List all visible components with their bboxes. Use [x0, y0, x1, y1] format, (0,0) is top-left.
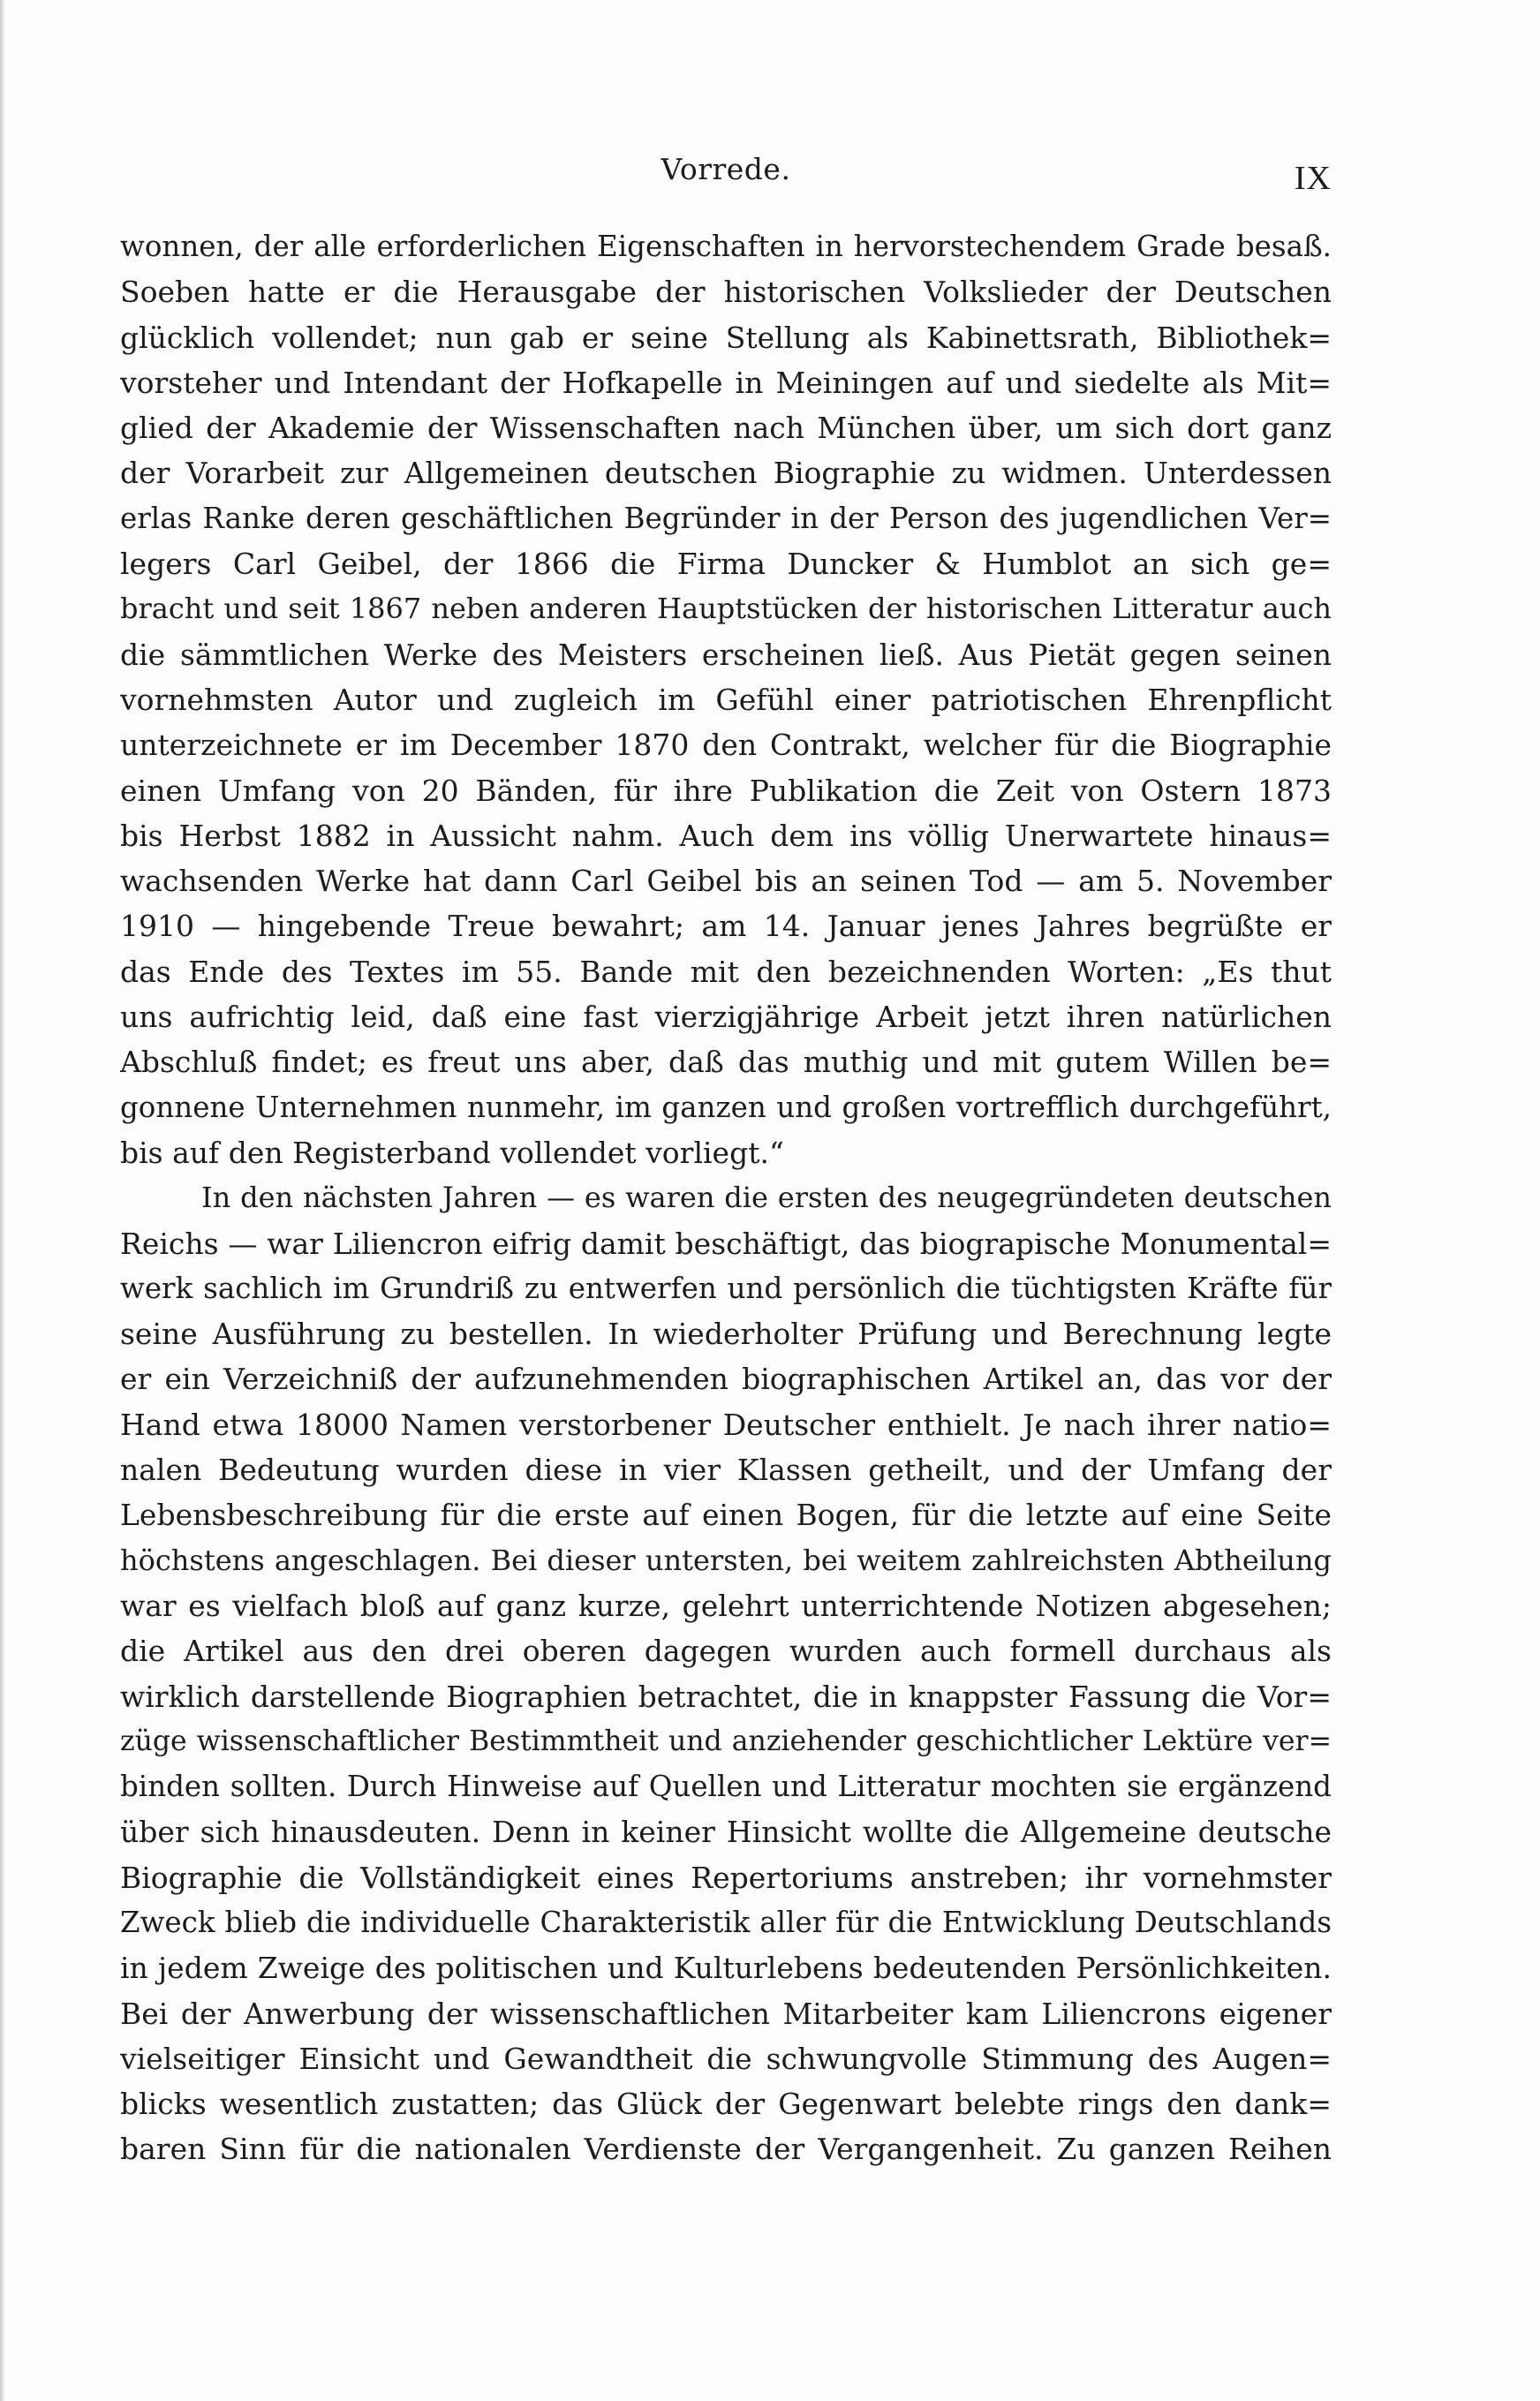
- text-line: wonnen, der alle erforderlichen Eigenschaften in hervorstechendem Grade besaß.: [120, 230, 1332, 263]
- text-line: erlas Ranke deren geschäftlichen Begründer in der Person des jugendlichen Ver=: [120, 501, 1332, 535]
- text-line: vornehmsten Autor und zugleich im Gefühl einer patriotischen Ehrenpflicht: [120, 682, 1332, 717]
- text-line: Bei der Anwerbung der wissenschaftlichen Mitarbeiter kam Liliencrons eigener: [120, 1996, 1332, 2031]
- text-line: die Artikel aus den drei oberen dagegen wurden auch formell durchaus als: [120, 1634, 1332, 1669]
- text-line: Abschluß findet; es freut uns aber, daß das muthig und mit gutem Willen be=: [120, 1045, 1332, 1080]
- text-line: der Vorarbeit zur Allgemeinen deutschen Biographie zu widmen. Unterdessen: [120, 456, 1332, 491]
- body-text: [120, 224, 1332, 2172]
- text-line: über sich hinausdeuten. Denn in keiner Hinsicht wollte die Allgemeine deutsche: [120, 1815, 1332, 1850]
- text-line: in jedem Zweige des politischen und Kulturlebens bedeutenden Persönlichkeiten.: [120, 1951, 1332, 1986]
- text-line: glied der Akademie der Wissenschaften nach München über, um sich dort ganz: [120, 411, 1332, 446]
- text-line: gonnene Unternehmen nunmehr, im ganzen und großen vortrefflich durchgeführt,: [120, 1090, 1332, 1124]
- text-line: bracht und seit 1867 neben anderen Hauptstücken der historischen Litteratur auch: [120, 592, 1332, 626]
- text-line: wirklich darstellende Biographien betrachtet, die in knappster Fassung die Vor=: [120, 1679, 1332, 1714]
- text-line: 1910 — hingebende Treue bewahrt; am 14. Januar jenes Jahres begrüßte er: [120, 909, 1332, 944]
- text-line: werk sachlich im Grundriß zu entwerfen und persönlich die tüchtigsten Kräfte für: [120, 1271, 1332, 1305]
- text-line: uns aufrichtig leid, daß eine fast vierzigjährige Arbeit jetzt ihren natürlichen: [120, 1000, 1332, 1035]
- page-number: IX: [1294, 160, 1332, 197]
- page-header: [120, 148, 1332, 201]
- text-line: das Ende des Textes im 55. Bande mit den bezeichnenden Worten: „Es thut: [120, 954, 1332, 989]
- text-line: glücklich vollendet; nun gab er seine Stellung als Kabinettsrath, Bibliothek=: [120, 320, 1332, 355]
- text-line: baren Sinn für die nationalen Verdienste der Vergangenheit. Zu ganzen Reihen: [120, 2132, 1332, 2167]
- text-line: die sämmtlichen Werke des Meisters erscheinen ließ. Aus Pietät gegen seinen: [120, 637, 1332, 672]
- text-line: Lebensbeschreibung für die erste auf einen Bogen, für die letzte auf eine Seite: [120, 1498, 1332, 1533]
- scan-edge: [0, 0, 5, 2401]
- text-line: blicks wesentlich zustatten; das Glück der Gegenwart belebte rings den dank=: [120, 2087, 1332, 2122]
- text-line: seine Ausführung zu bestellen. In wiederholter Prüfung und Berechnung legte: [120, 1317, 1332, 1352]
- text-line: Biographie die Vollständigkeit eines Repertoriums anstreben; ihr vornehmster: [120, 1860, 1332, 1895]
- text-line: wachsenden Werke hat dann Carl Geibel bis an seinen Tod — am 5. November: [120, 864, 1332, 899]
- running-title: Vorrede.: [661, 152, 791, 186]
- text-line: binden sollten. Durch Hinweise auf Quellen und Litteratur mochten sie ergänzend: [120, 1770, 1332, 1804]
- text-line: er ein Verzeichniß der aufzunehmenden biographischen Artikel an, das vor der: [120, 1362, 1332, 1397]
- text-line: züge wissenschaftlicher Bestimmtheit und anziehender geschichtlicher Lektüre ver=: [120, 1725, 1332, 1757]
- text-line: nalen Bedeutung wurden diese in vier Klassen getheilt, und der Umfang der: [120, 1453, 1332, 1488]
- text-line: vielseitiger Einsicht und Gewandtheit die schwungvolle Stimmung des Augen=: [120, 2041, 1332, 2076]
- paragraph-first-line: In den nächsten Jahren — es waren die ersten des neugegründeten deutschen: [201, 1181, 1332, 1215]
- text-line: vorsteher und Intendant der Hofkapelle in Meiningen auf und siedelte als Mit=: [120, 365, 1332, 400]
- text-line: war es vielfach bloß auf ganz kurze, gelehrt unterrichtende Notizen abgesehen;: [120, 1588, 1332, 1623]
- text-line: Reichs — war Liliencron eifrig damit beschäftigt, das biograpische Monumental=: [120, 1226, 1332, 1261]
- text-line: höchstens angeschlagen. Bei dieser untersten, bei weitem zahlreichsten Abtheilung: [120, 1543, 1332, 1577]
- text-line: unterzeichnete er im December 1870 den Contrakt, welcher für die Biographie: [120, 728, 1332, 763]
- text-line: Zweck blieb die individuelle Charakteristik aller für die Entwicklung Deutschlands: [120, 1905, 1332, 1939]
- text-line: einen Umfang von 20 Bänden, für ihre Publikation die Zeit von Ostern 1873: [120, 773, 1332, 808]
- text-line: legers Carl Geibel, der 1866 die Firma Duncker & Humblot an sich ge=: [120, 547, 1332, 582]
- text-line: Hand etwa 18000 Namen verstorbener Deutscher enthielt. Je nach ihrer natio=: [120, 1407, 1332, 1442]
- text-line: Soeben hatte er die Herausgabe der historischen Volkslieder der Deutschen: [120, 275, 1332, 310]
- text-line: bis auf den Registerband vollendet vorliegt.“: [120, 1135, 784, 1170]
- text-line: bis Herbst 1882 in Aussicht nahm. Auch dem ins völlig Unerwartete hinaus=: [120, 818, 1332, 853]
